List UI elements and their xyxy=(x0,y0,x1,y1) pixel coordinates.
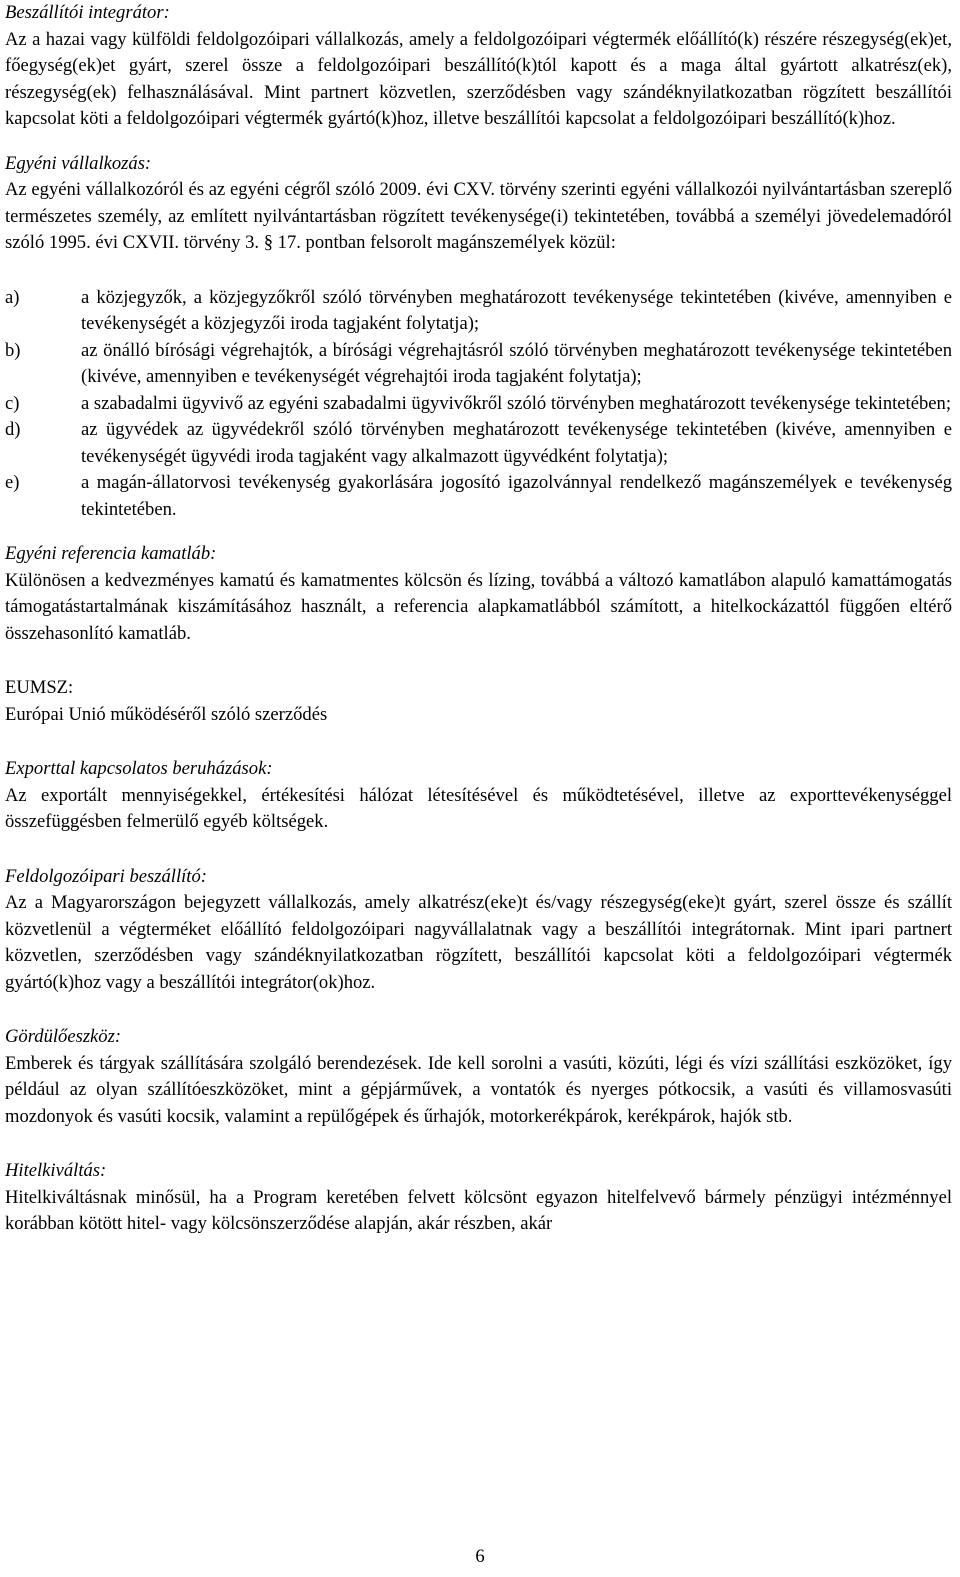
definition-term: Hitelkiváltás: xyxy=(5,1160,107,1181)
list-item xyxy=(5,470,952,523)
definition-text: Európai Unió működéséről szóló szerződés xyxy=(5,703,328,725)
spacer xyxy=(5,647,952,675)
list-item-text: az ügyvédek az ügyvédekről szóló törvényben meghatározott tevékenysége tekintetében (kivéve, amennyiben e tevékenységét ügyvédi iroda tagjaként vagy alkalmazott ügyvédként folytatja); xyxy=(81,419,952,467)
definition-term: Gördülőeszköz: xyxy=(5,1026,122,1047)
definition-hitelkivaltas xyxy=(5,1158,952,1238)
definition-text: Az exportált mennyiségekkel, értékesítési hálózat létesítésével és működtetésével, illetve az exporttevékenységgel összefüggésben felmerülő egyéb költségek. xyxy=(5,784,952,832)
definition-exporttal-kapcsolatos-beruhazasok xyxy=(5,756,952,836)
definition-eumsz xyxy=(5,675,952,728)
enumerated-list xyxy=(5,285,952,524)
definition-term: Egyéni referencia kamatláb: xyxy=(5,543,217,564)
definition-egyeni-referencia-kamatlab xyxy=(5,541,952,647)
list-item-text: a szabadalmi ügyvivő az egyéni szabadalmi ügyvivőkről szóló törvényben meghatározott tevékenysége tekintetében; xyxy=(81,392,951,414)
list-item xyxy=(5,285,952,338)
spacer xyxy=(5,257,952,285)
list-item xyxy=(5,391,952,418)
definition-text: Az a hazai vagy külföldi feldolgozóipari vállalkozás, amely a feldolgozóipari végtermék előállító(k) részére részegység(ek)et, főegység(ek)et gyárt, szerel össze a feldolgozóipari beszállító(k)tól kapott és a maga által gyártott alkatrész(ek), részegység(ek) felhasználásával. Mint partnert közvetlen, szerződésben vagy szándéknyilatkozatban rögzített beszállítói kapcsolat köti a feldolgozóipari végtermék gyártó(k)hoz, illetve beszállítói kapcsolat a feldolgozóipari beszállító(k)hoz. xyxy=(5,28,952,129)
definition-term: Egyéni vállalkozás: xyxy=(5,152,152,174)
definition-text: Emberek és tárgyak szállítására szolgáló berendezések. Ide kell sorolni a vasúti, közúti, légi és vízi szállítási eszközöket, így például az olyan szállítóeszközöket, mint a gépjárművek, a vontatók és nyerges pótkocsik, a vasúti és villamosvasúti mozdonyok és vasúti kocsik, valamint a repülőgépek és űrhajók, motorkerékpárok, kerékpárok, hajók stb. xyxy=(5,1052,952,1127)
definition-text: Az egyéni vállalkozóról és az egyéni cégről szóló 2009. évi CXV. törvény szerinti egyéni vállalkozói nyilvántartásban szereplő természetes személy, az említett nyilvántartásban rögzített tevékenysége(i) tekintetében, továbbá a személyi jövedelemadóról szóló 1995. évi CXVII. törvény 3. § 17. pontban felsorolt magánszemélyek közül: xyxy=(5,179,952,253)
list-item-text: a közjegyzők, a közjegyzőkről szóló törvényben meghatározott tevékenysége tekintetében (kivéve, amennyiben e tevékenységét a közjegyzői iroda tagjaként folytatja); xyxy=(81,286,952,334)
page-number: 6 xyxy=(475,1546,485,1567)
spacer xyxy=(5,523,952,541)
list-item-text: a magán-állatorvosi tevékenység gyakorlására jogosító igazolvánnyal rendelkező magánszemélyek e tevékenység tekintetében. xyxy=(81,472,952,520)
definition-term: EUMSZ: xyxy=(5,677,74,698)
spacer xyxy=(5,1130,952,1158)
definition-feldolgozoipari-beszallito xyxy=(5,864,952,997)
spacer xyxy=(5,996,952,1024)
definition-term: Exporttal kapcsolatos beruházások: xyxy=(5,758,273,779)
definition-text: Hitelkiváltásnak minősül, ha a Program keretében felvett kölcsönt egyazon hitelfelvevő bármely pénzügyi intézménnyel korábban kötött hitel- vagy kölcsönszerződése alapján, akár részben, akár xyxy=(5,1186,952,1234)
definition-egyeni-vallalkozas xyxy=(5,151,952,524)
list-marker: e) xyxy=(5,472,20,493)
definition-term: Beszállítói integrátor: xyxy=(5,2,170,23)
spacer xyxy=(5,728,952,756)
definition-text: Az a Magyarországon bejegyzett vállalkozás, amely alkatrész(eke)t és/vagy részegység(eke)t gyárt, szerel össze és szállít közvetlenül a végterméket előállító feldolgozóipari nagyvállalatnak vagy a beszállítói integrátornak. Mint ipari partnert közvetlen, szerződésben vagy szándéknyilatkozatban rögzített, beszállítói kapcsolat köti a feldolgozóipari végtermék gyártó(k)hoz vagy a beszállítói integrátor(ok)hoz. xyxy=(5,892,952,993)
definition-term: Feldolgozóipari beszállító: xyxy=(5,865,207,887)
list-item xyxy=(5,338,952,391)
list-item-text: az önálló bírósági végrehajtók, a bírósági végrehajtásról szóló törvényben meghatározott tevékenysége tekintetében (kivéve, amennyiben e tevékenységét végrehajtói iroda tagjaként folytatja); xyxy=(81,339,952,387)
spacer xyxy=(5,836,952,864)
definition-text: Különösen a kedvezményes kamatú és kamatmentes kölcsön és lízing, továbbá a változó kamatlábon alapuló kamattámogatás támogatástartalmának kiszámításához használt, a referencia alapkamatlábból számított, a hitelkockázattól függően eltérő összehasonlító kamatláb. xyxy=(5,569,952,644)
list-marker: d) xyxy=(5,419,21,440)
document-page xyxy=(5,0,952,1238)
spacer xyxy=(5,133,952,151)
list-item xyxy=(5,417,952,470)
list-marker: a) xyxy=(5,286,20,308)
list-marker: b) xyxy=(5,339,21,361)
definition-beszallitoi-integrator xyxy=(5,0,952,133)
list-marker: c) xyxy=(5,392,20,414)
definition-gordulo-eszkoz xyxy=(5,1024,952,1130)
